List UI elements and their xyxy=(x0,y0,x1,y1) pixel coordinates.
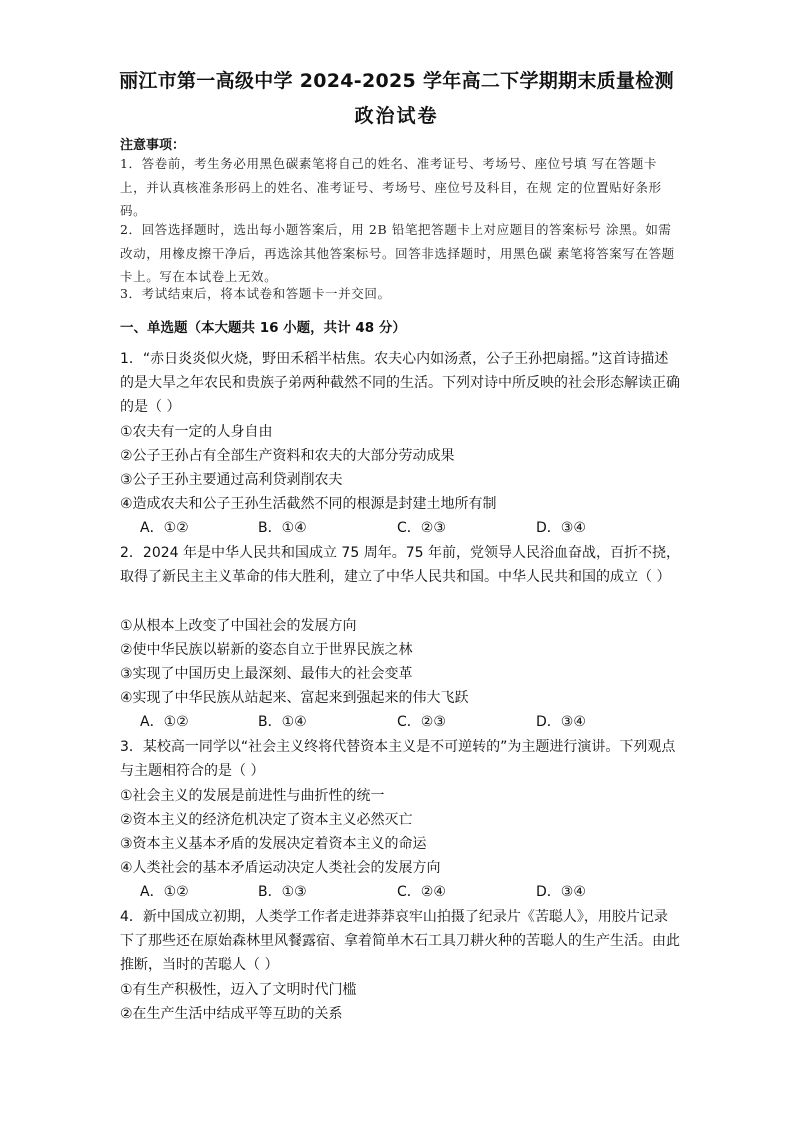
question-item: ①农夫有一定的人身自由 xyxy=(120,424,273,440)
section-heading: 一、单选题（本大题共 16 小题，共计 48 分） xyxy=(120,320,406,336)
option-b: B．①④ xyxy=(258,714,307,730)
exam-title: 丽江市第一高级中学 2024-2025 学年高二下学期期末质量检测 xyxy=(119,70,674,92)
exam-subject: 政治试卷 xyxy=(354,105,439,127)
notice-heading: 注意事项： xyxy=(120,138,186,153)
question-item: ②资本主义的经济危机决定了资本主义必然灭亡 xyxy=(120,812,413,828)
option-d: D．③④ xyxy=(536,884,586,900)
question-item: ③实现了中国历史上最深刻、最伟大的社会变革 xyxy=(120,666,413,682)
question-item: ④实现了中华民族从站起来、富起来到强起来的伟大飞跃 xyxy=(120,690,469,706)
question-item: ④造成农夫和公子王孙生活截然不同的根源是封建土地所有制 xyxy=(120,496,497,512)
option-d: D．③④ xyxy=(536,714,586,730)
question-item: ②公子王孙占有全部生产资料和农夫的大部分劳动成果 xyxy=(120,448,455,464)
option-a: A．①② xyxy=(140,884,189,900)
option-b: B．①③ xyxy=(258,884,307,900)
question-item: ④人类社会的基本矛盾运动决定人类社会的发展方向 xyxy=(120,860,441,876)
question-stem: 1．“赤日炎炎似火烧，野田禾稻半枯焦。农夫心内如汤煮，公子王孙把扇摇。”这首诗描述的是大旱之年农民和贵族子弟两种截然不同的生活。下列对诗中所反映的社会形态解读正确的是（ ） xyxy=(120,351,680,415)
option-d: D．③④ xyxy=(536,520,586,536)
question-item: ③资本主义基本矛盾的发展决定着资本主义的命运 xyxy=(120,836,427,852)
option-c: C．②③ xyxy=(397,520,446,536)
notice-item: 3．考试结束后，将本试卷和答题卡一并交回。 xyxy=(120,286,391,301)
answer-options xyxy=(120,881,680,905)
option-a: A．①② xyxy=(140,520,189,536)
option-c: C．②③ xyxy=(397,714,446,730)
question-item: ②使中华民族以崭新的姿态自立于世界民族之林 xyxy=(120,642,413,658)
question-item: ②在生产生活中结成平等互助的关系 xyxy=(120,1006,343,1022)
option-b: B．①④ xyxy=(258,520,307,536)
notice-item: 1．答卷前，考生务必用黑色碳素笔将自己的姓名、准考证号、考场号、座位号填 写在答题卡上，并认真核准条形码上的姓名、准考证号、考场号、座位号及科目，在规 定的位置贴好条形码。 xyxy=(120,156,662,218)
question-item: ③公子王孙主要通过高利贷剥削农夫 xyxy=(120,472,343,488)
question-stem: 2．2024 年是中华人民共和国成立 75 周年。75 年前，党领导人民浴血奋战，百折不挠，取得了新民主主义革命的伟大胜利，建立了中华人民共和国。中华人民共和国的成立（ ） xyxy=(120,545,680,585)
option-c: C．②④ xyxy=(397,884,446,900)
question-item: ①有生产积极性，迈入了文明时代门槛 xyxy=(120,982,357,998)
answer-options xyxy=(120,711,680,735)
answer-options xyxy=(120,517,680,541)
question-stem: 4．新中国成立初期，人类学工作者走进莽莽哀牢山拍摄了纪录片《苦聪人》，用胶片记录下了那些还在原始森林里风餐露宿、拿着简单木石工具刀耕火种的苦聪人的生产生活。由此推断，当时的苦聪人（ ） xyxy=(120,909,680,973)
question-item: ①社会主义的发展是前进性与曲折性的统一 xyxy=(120,788,385,804)
question-stem: 3．某校高一同学以“社会主义终将代替资本主义是不可逆转的”为主题进行演讲。下列观点与主题相符合的是（ ） xyxy=(120,739,676,779)
option-a: A．①② xyxy=(140,714,189,730)
question-item: ①从根本上改变了中国社会的发展方向 xyxy=(120,618,357,634)
notice-item: 2．回答选择题时，选出每小题答案后，用 2B 铅笔把答题卡上对应题目的答案标号 涂黑。如需改动，用橡皮擦干净后，再选涂其他答案标号。回答非选择题时，用黑色碳 素笔将答案写在答题卡上。写在本试卷上无效。 xyxy=(120,222,675,284)
